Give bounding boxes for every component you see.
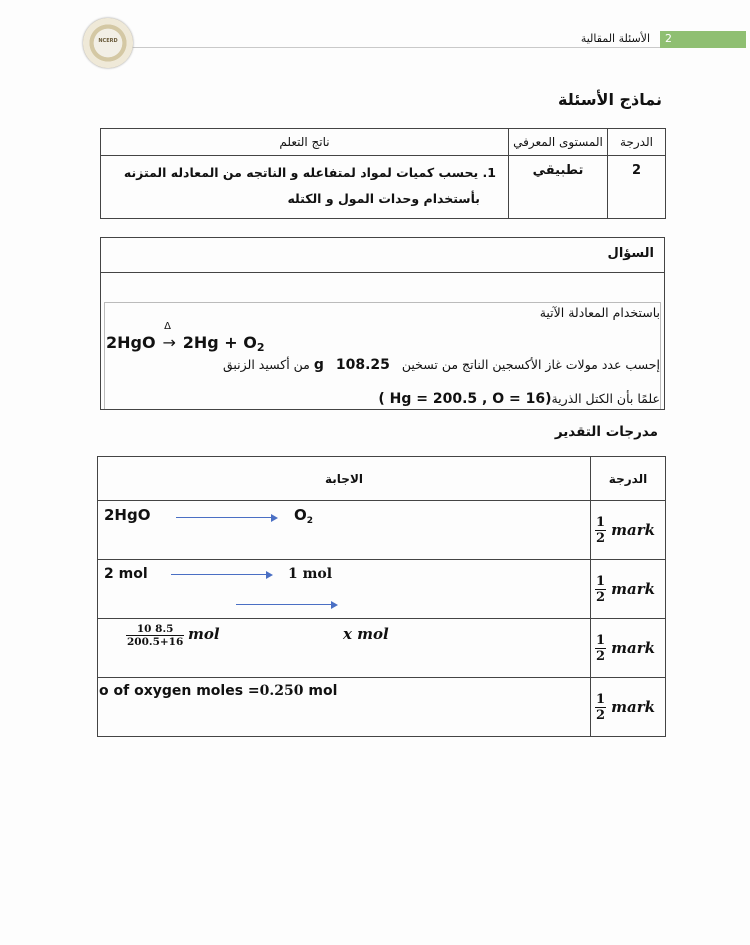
outcome-line-1: 1. يحسب كميات لمواد لمتفاعله و الناتجه من المعادله المتزنه	[123, 165, 496, 180]
question-title: السؤال	[607, 246, 654, 261]
mark-denominator: 2	[596, 648, 606, 664]
prompt-mass: 108.25	[335, 357, 390, 373]
outcome-cell	[101, 156, 509, 219]
equation-left: 2HgO	[106, 333, 156, 352]
equation-right-sub: 2	[256, 341, 265, 354]
product-label: $O_2$	[294, 506, 314, 526]
question-given	[378, 391, 660, 407]
rubric-table	[97, 456, 666, 737]
mark-word: mark	[611, 520, 656, 539]
mark-word: mark	[611, 697, 656, 716]
reactant-mol: 2 mol	[104, 566, 148, 582]
rubric-row	[98, 501, 666, 560]
page-number-bar	[660, 31, 746, 48]
equation	[106, 321, 265, 354]
given-prefix: علمًا بأن الكتل الذرية	[551, 391, 660, 406]
rubric-answer-cell	[98, 501, 591, 560]
reactant-label: 2HgO	[104, 506, 151, 524]
rubric-mark-cell	[591, 560, 666, 619]
mark-denominator: 2	[596, 707, 606, 723]
rubric-header-grade: الدرجة	[591, 457, 666, 501]
prompt-unit: g	[313, 357, 324, 373]
mark-denominator: 2	[596, 530, 606, 546]
delta-symbol: Δ	[164, 321, 171, 332]
grade-cell: 2	[608, 156, 666, 219]
mark-numerator: 1	[596, 514, 606, 530]
header-level: المستوى المعرفي	[509, 129, 608, 156]
mark-numerator: 1	[596, 573, 606, 589]
section-title: نماذج الأسئلة	[558, 90, 662, 109]
rubric-mark-cell	[591, 619, 666, 678]
unknown-mol: x mol	[343, 625, 389, 643]
arrow-icon	[171, 574, 271, 575]
arrow-icon	[176, 517, 276, 518]
equation-right: 2Hg + O	[182, 333, 257, 352]
mark-numerator: 1	[596, 691, 606, 707]
rubric-row	[98, 678, 666, 737]
outcome-table	[100, 128, 666, 219]
rubric-row	[98, 560, 666, 619]
prompt-part-a: إحسب عدد مولات غاز الأكسجين الناتج من تسخين	[401, 357, 660, 372]
rubric-row	[98, 619, 666, 678]
final-answer: o of oxygen moles =0.250 mol	[99, 683, 338, 699]
header-grade: الدرجة	[608, 129, 666, 156]
outcome-line-2: بأستخدام وحدات المول و الكتله	[287, 191, 480, 206]
mark-denominator: 2	[596, 589, 606, 605]
header-outcome: ناتج التعلم	[101, 129, 509, 156]
rubric-mark-cell	[591, 501, 666, 560]
header-rule	[110, 47, 670, 48]
rubric-answer-cell	[98, 678, 591, 737]
rubric-answer-cell	[98, 560, 591, 619]
equation-arrow: →	[162, 333, 176, 352]
prompt-part-b: من أكسيد الزنبق	[222, 357, 310, 372]
logo-text: NCERD	[98, 38, 118, 44]
question-intro: باستخدام المعادلة الآتية	[539, 305, 660, 320]
question-prompt	[223, 357, 660, 373]
mark-word: mark	[611, 579, 656, 598]
rubric-mark-cell	[591, 678, 666, 737]
mark-numerator: 1	[596, 632, 606, 648]
mol-unit: mol	[188, 625, 220, 643]
header-title: الأسئلة المقالية	[580, 32, 650, 45]
arrow-icon	[236, 604, 336, 605]
page-number: 2	[665, 32, 672, 45]
given-values: ( Hg = 200.5 , O = 16)	[378, 391, 552, 407]
mark-word: mark	[611, 638, 656, 657]
rubric-answer-cell	[98, 619, 591, 678]
rubric-header-answer: الاجابة	[98, 457, 591, 501]
mass-fraction: $\frac{10 8.5}{200.5+16}$	[127, 623, 184, 648]
product-mol: 1 mol	[288, 566, 333, 582]
level-cell: تطبيقي	[509, 156, 608, 219]
question-box	[100, 237, 665, 410]
rubric-title: مدرجات التقدير	[554, 424, 658, 440]
